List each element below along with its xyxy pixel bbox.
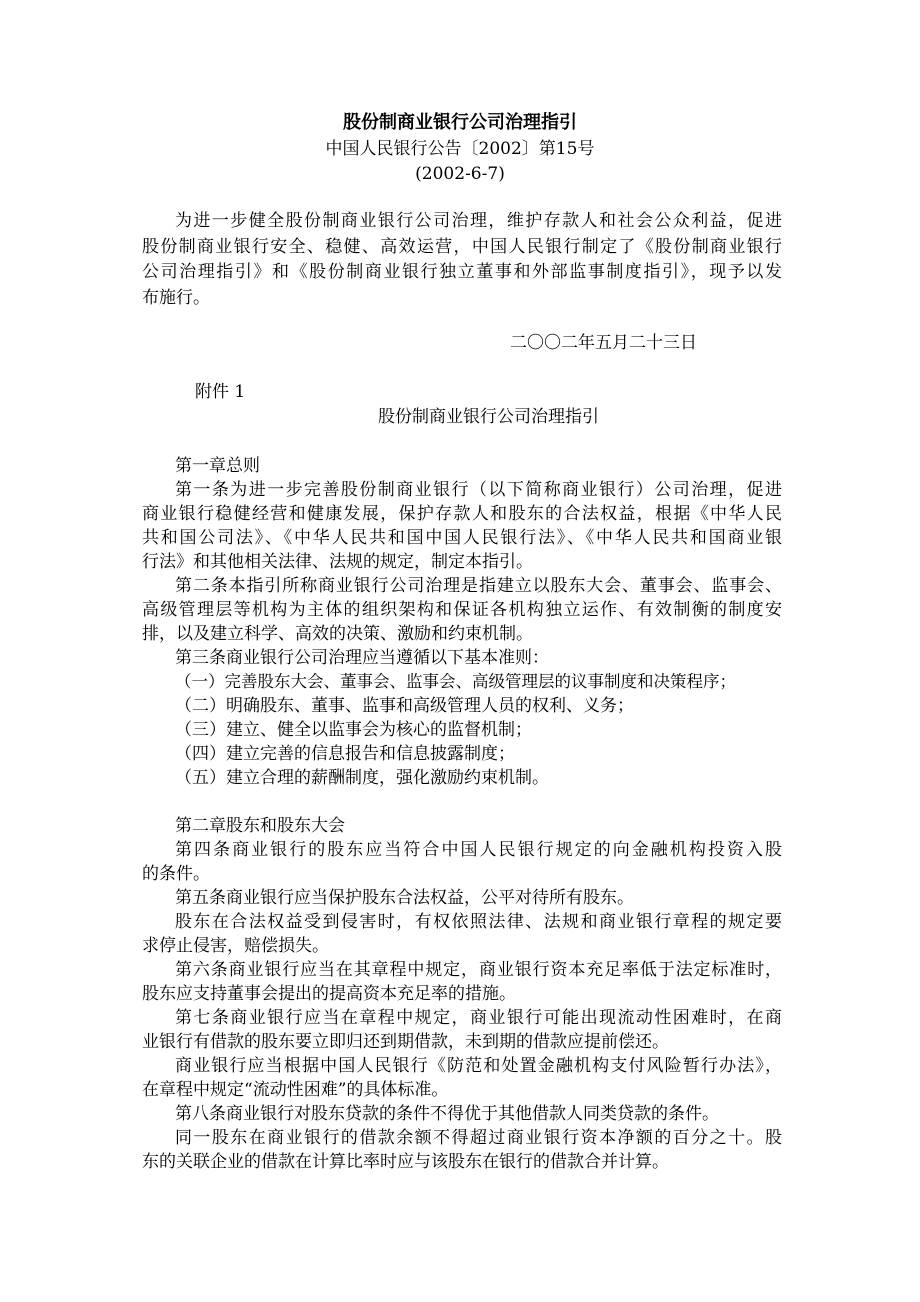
article-line: 排，以及建立科学、高效的决策、激励和约束机制。 [142,624,533,644]
article-line: 第五条商业银行应当保护股东合法权益，公平对待所有股东。 [175,888,634,908]
principle-item: （四）建立完善的信息报告和信息披露制度； [175,744,515,764]
chapter-heading: 第一章总则 [175,456,260,476]
principle-item: （三）建立、健全以监事会为核心的监督机制； [175,720,532,740]
article-line: 第二条本指引所称商业银行公司治理是指建立以股东大会、董事会、监事会、 [175,576,782,596]
signed-date: 二〇〇二年五月二十三日 [510,333,697,353]
announcement-number: 中国人民银行公告〔2002〕第15号 [325,139,595,159]
article-line: 第一条为进一步完善股份制商业银行（以下简称商业银行）公司治理，促进 [175,480,782,500]
article-line: 同一股东在商业银行的借款余额不得超过商业银行资本净额的百分之十。股 [175,1128,782,1148]
attachment-label: 附件 1 [195,382,246,402]
article-line: 第三条商业银行公司治理应当遵循以下基本准则： [175,648,549,668]
principle-item: （一）完善股东大会、董事会、监事会、高级管理层的议事制度和决策程序； [175,672,736,691]
preface-line: 为进一步健全股份制商业银行公司治理，维护存款人和社会公众利益，促进 [175,211,782,231]
principle-item: （二）明确股东、董事、监事和高级管理人员的权利、义务； [175,696,634,716]
principle-item: （五）建立合理的薪酬制度，强化激励约束机制。 [175,768,549,788]
document-title: 股份制商业银行公司治理指引 [343,112,577,133]
article-line: 第六条商业银行应当在其章程中规定，商业银行资本充足率低于法定标准时， [175,960,782,980]
article-line: 第四条商业银行的股东应当符合中国人民银行规定的向金融机构投资入股 [175,840,782,860]
article-line: 高级管理层等机构为主体的组织架构和保证各机构独立运作、有效制衡的制度安 [142,600,782,620]
article-line: 第七条商业银行应当在章程中规定，商业银行可能出现流动性困难时，在商 [175,1008,782,1028]
article-line: 商业银行稳健经营和健康发展，保护存款人和股东的合法权益，根据《中华人民 [142,504,782,524]
attachment-title: 股份制商业银行公司治理指引 [378,407,599,427]
article-line: 股东在合法权益受到侵害时，有权依照法律、法规和商业银行章程的规定要 [175,912,782,932]
article-line: 求停止侵害，赔偿损失。 [142,936,329,956]
publish-date: (2002-6-7) [415,164,505,184]
preface-line: 公司治理指引》和《股份制商业银行独立董事和外部监事制度指引》，现予以发 [142,262,782,282]
chapter-heading: 第二章股东和股东大会 [175,816,345,836]
article-line: 的条件。 [142,864,210,884]
article-line: 股东应支持董事会提出的提高资本充足率的措施。 [142,984,516,1004]
preface-line: 布施行。 [142,288,210,308]
article-line: 第八条商业银行对股东贷款的条件不得优于其他借款人同类贷款的条件。 [175,1104,719,1124]
preface-line: 股份制商业银行安全、稳健、高效运营，中国人民银行制定了《股份制商业银行 [142,237,782,257]
article-line: 共和国公司法》、《中华人民共和国中国人民银行法》、《中华人民共和国商业银 [142,528,782,548]
article-line: 商业银行应当根据中国人民银行《防范和处置金融机构支付风险暂行办法》， [175,1056,782,1076]
article-line: 东的关联企业的借款在计算比率时应与该股东在银行的借款合并计算。 [142,1152,669,1172]
article-line: 在章程中规定“流动性困难”的具体标准。 [142,1080,449,1100]
article-line: 业银行有借款的股东要立即归还到期借款，未到期的借款应提前偿还。 [142,1032,669,1052]
article-line: 行法》和其他相关法律、法规的规定，制定本指引。 [142,552,533,572]
